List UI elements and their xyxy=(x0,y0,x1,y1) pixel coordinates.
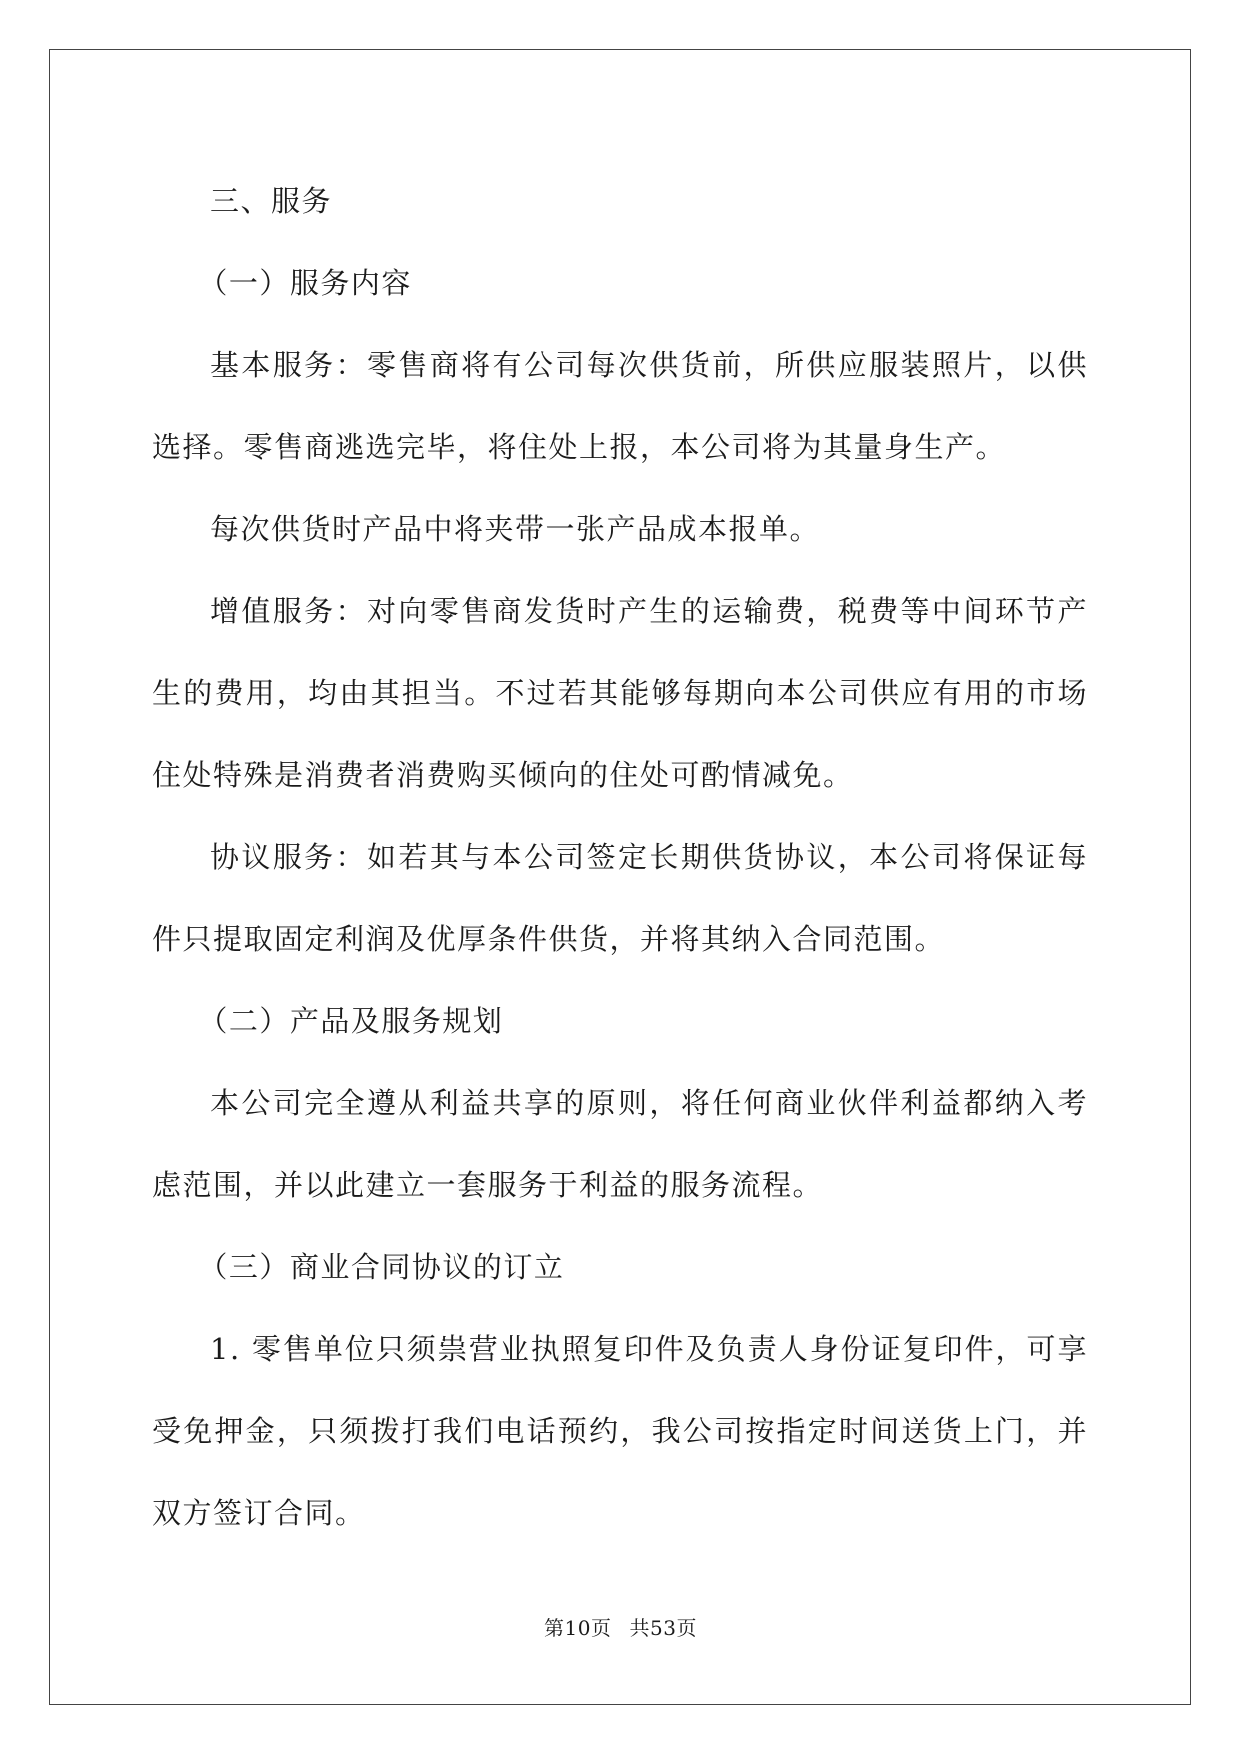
subsection-heading-contract: （三）商业合同协议的订立 xyxy=(198,1250,565,1284)
paragraph-cost-report: 每次供货时产品中将夹带一张产品成本报单。 xyxy=(210,512,821,546)
paragraph-value-added-service: 增值服务：对向零售商发货时产生的运输费，税费等中间环节产生的费用，均由其担当。不过若其能够每期向本公司供应有用的市场住处特殊是消费者消费购买倾向的住处可酌情减免。 xyxy=(152,594,1088,792)
page-footer xyxy=(0,1612,1241,1641)
paragraph-basic-service: 基本服务：零售商将有公司每次供货前，所供应服装照片，以供选择。零售商逃选完毕，将住处上报，本公司将为其量身生产。 xyxy=(152,348,1088,464)
paragraph-benefit-sharing: 本公司完全遵从利益共享的原则，将任何商业伙伴利益都纳入考虑范围，并以此建立一套服务于利益的服务流程。 xyxy=(152,1086,1088,1202)
section-heading-services: 三、服务 xyxy=(210,184,333,218)
paragraph-contract-item-1: 1. 零售单位只须祟营业执照复印件及负责人身份证复印件，可享受免押金，只须拨打我们电话预约，我公司按指定时间送货上门，并双方签订合同。 xyxy=(152,1332,1088,1530)
document-body xyxy=(152,160,1088,1554)
page-number-current: 第10页 xyxy=(544,1616,612,1640)
paragraph-agreement-service: 协议服务：如若其与本公司签定长期供货协议，本公司将保证每件只提取固定利润及优厚条件供货，并将其纳入合同范围。 xyxy=(152,840,1088,956)
page-number-total: 共53页 xyxy=(629,1616,697,1640)
subsection-heading-product-planning: （二）产品及服务规划 xyxy=(198,1004,504,1038)
subsection-heading-service-content: （一）服务内容 xyxy=(198,266,412,300)
